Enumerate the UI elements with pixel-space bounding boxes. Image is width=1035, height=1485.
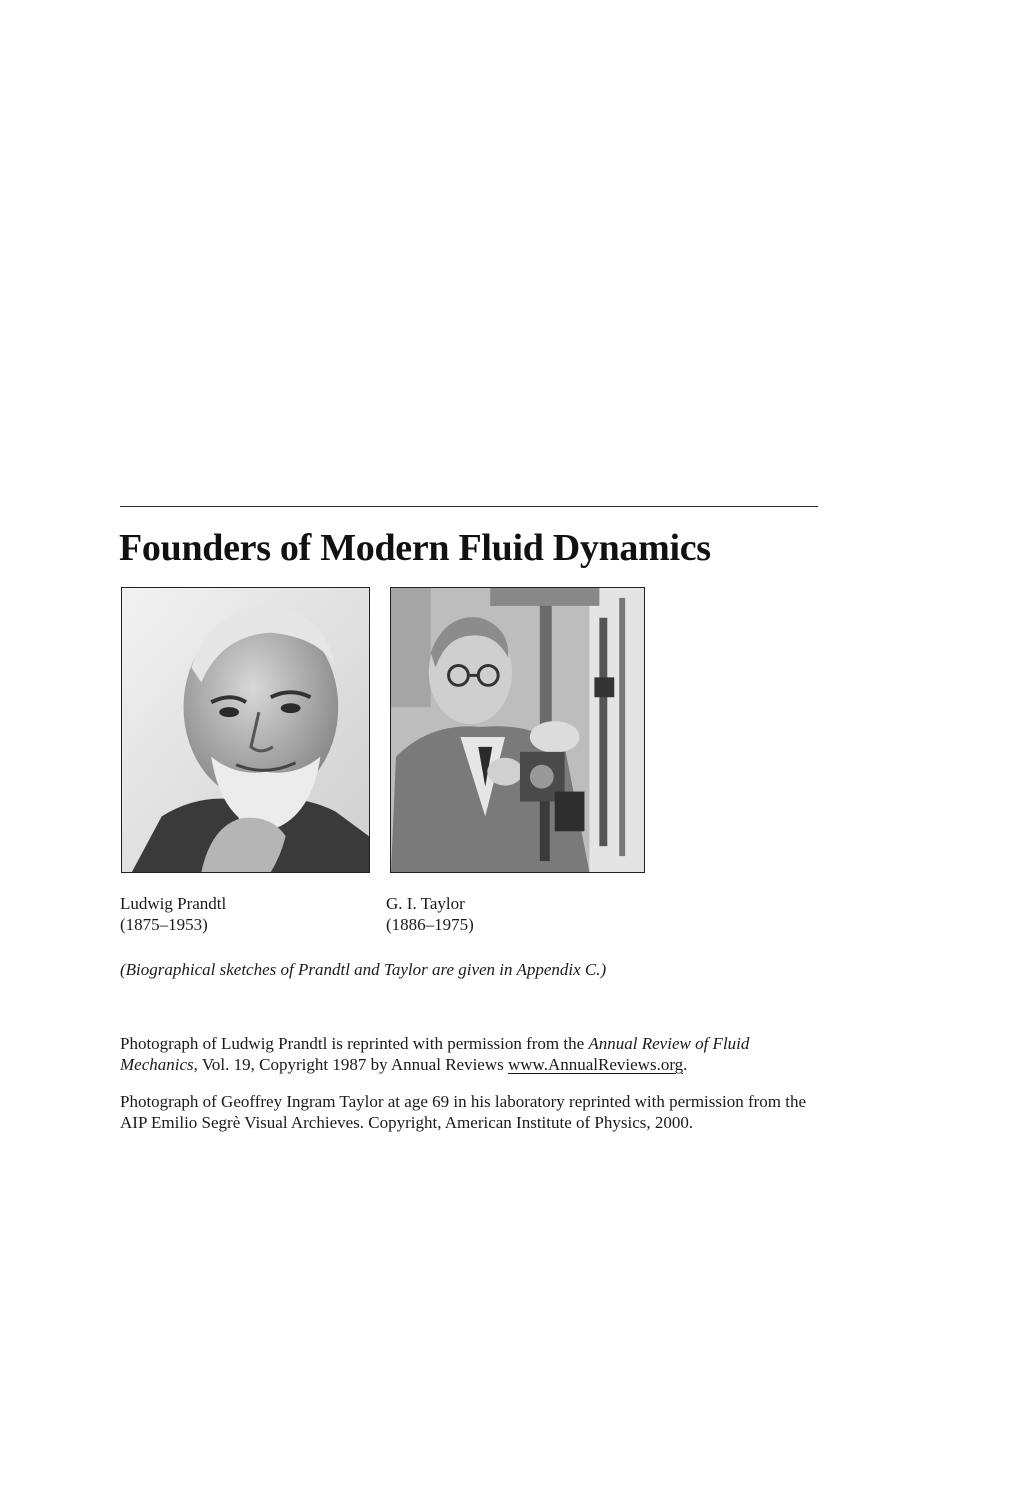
header-rule (120, 506, 818, 507)
taylor-photo (390, 587, 645, 873)
prandtl-credit-text-after: , Vol. 19, Copyright 1987 by Annual Reviews (193, 1055, 508, 1074)
taylor-photo-credit: Photograph of Geoffrey Ingram Taylor at age 69 in his laboratory reprinted with permission from the AIP Emilio Segrè Visual Archieves. Copyright, American Institute of Physics, 2000. (120, 1092, 807, 1132)
taylor-caption (386, 893, 474, 935)
prandtl-credit-journal: Annual Review of Fluid Mechanics (120, 1034, 750, 1074)
prandtl-photo-credit (120, 1033, 825, 1075)
taylor-name: G. I. Taylor (386, 894, 465, 913)
prandtl-photo (121, 587, 370, 873)
annual-reviews-link[interactable]: www.AnnualReviews.org (508, 1055, 684, 1074)
taylor-lab-image (391, 588, 644, 872)
prandtl-caption (120, 893, 226, 935)
prandtl-name: Ludwig Prandtl (120, 894, 227, 913)
prandtl-portrait-image (122, 588, 369, 872)
page-title: Founders of Modern Fluid Dynamics (119, 527, 711, 569)
biographical-note: (Biographical sketches of Prandtl and Taylor are given in Appendix C.) (120, 960, 607, 979)
prandtl-credit-end: . (683, 1055, 688, 1074)
taylor-years: (1886–1975) (386, 915, 474, 934)
prandtl-years: (1875–1953) (120, 915, 208, 934)
prandtl-credit-text: Photograph of Ludwig Prandtl is reprinted with permission from the (120, 1034, 589, 1053)
